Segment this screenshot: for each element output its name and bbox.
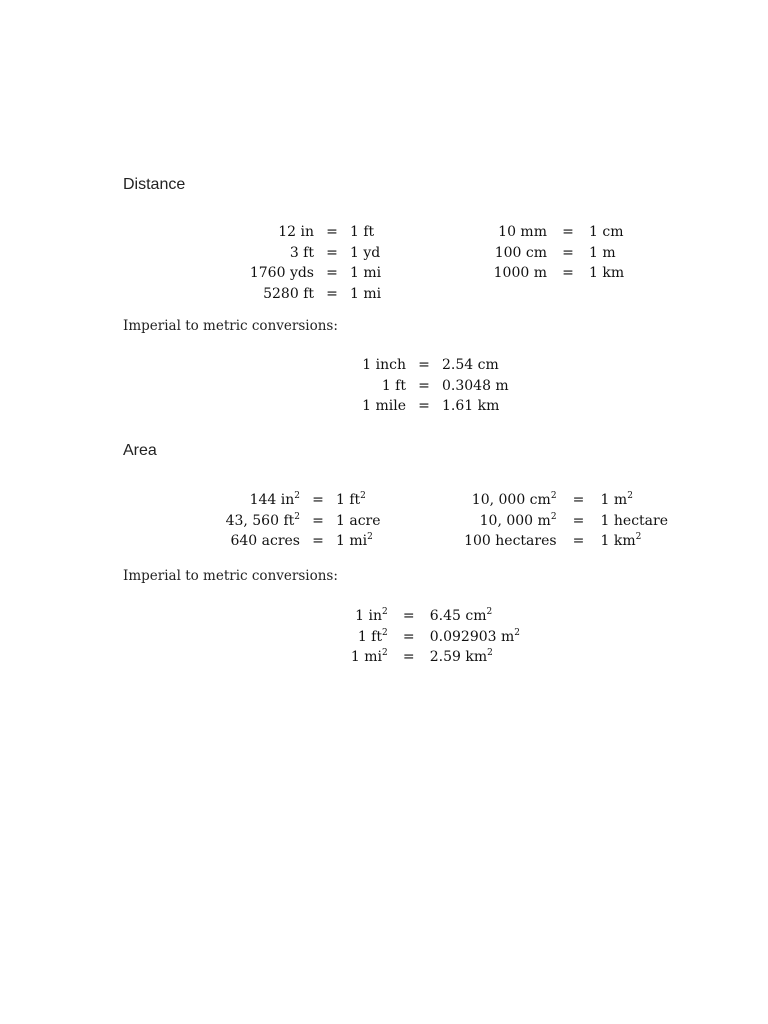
equation-row bbox=[250, 243, 384, 264]
equation-lhs: 100 hectares bbox=[464, 533, 557, 549]
equation-lhs: 5280 ft bbox=[263, 285, 314, 302]
distance-imperial-equations bbox=[250, 222, 384, 304]
equation-rhs: 1 mi bbox=[350, 265, 382, 281]
equation-row bbox=[494, 263, 625, 284]
distance-metric-equations bbox=[494, 222, 625, 284]
equation-row bbox=[362, 376, 525, 397]
equation-rhs: 1 m bbox=[589, 244, 616, 261]
equals-sign: = bbox=[326, 224, 338, 240]
equation-rhs: 0.3048 m bbox=[442, 377, 509, 394]
equation-rhs: 1 hectare bbox=[600, 512, 668, 529]
equation-row bbox=[250, 284, 384, 305]
equation-rhs: 0.092903 $m^2$ bbox=[429, 627, 520, 645]
equation-lhs: 1 ft bbox=[381, 377, 406, 394]
equation-rhs: 1 cm bbox=[589, 224, 624, 240]
equation-lhs: 1 mile bbox=[362, 398, 406, 414]
equals-sign: = bbox=[572, 492, 585, 508]
equation-rhs: 1 acre bbox=[336, 512, 381, 529]
equation-rhs: 2.59 $km^2$ bbox=[429, 648, 493, 665]
equals-sign: = bbox=[312, 533, 324, 549]
area-imperial-equations bbox=[226, 490, 382, 552]
equation-row bbox=[351, 606, 520, 627]
equation-row bbox=[226, 531, 382, 552]
equation-rhs: 1 $km^2$ bbox=[600, 532, 642, 549]
equals-sign: = bbox=[402, 608, 415, 624]
distance-heading: Distance bbox=[123, 176, 186, 193]
area-conversion-label: Imperial to metric conversions: bbox=[123, 568, 338, 584]
equals-sign: = bbox=[572, 533, 585, 549]
equals-sign: = bbox=[562, 265, 574, 281]
equals-sign: = bbox=[562, 224, 574, 240]
equation-lhs: 1 $mi^2$ bbox=[350, 648, 388, 665]
equals-sign: = bbox=[312, 512, 324, 529]
distance-conversion-equations bbox=[362, 355, 525, 417]
equation-rhs: 1 $ft^2$ bbox=[336, 491, 366, 508]
equation-rhs: 6.45 $cm^2$ bbox=[429, 607, 493, 624]
equation-lhs: 1 $in^2$ bbox=[355, 607, 388, 624]
equation-row bbox=[494, 222, 625, 243]
area-heading: Area bbox=[123, 442, 157, 459]
equation-lhs: 10, 000 $cm^2$ bbox=[471, 491, 557, 508]
equation-lhs: 10, 000 $m^2$ bbox=[479, 511, 557, 529]
equation-row bbox=[351, 627, 520, 648]
equals-sign: = bbox=[402, 628, 415, 645]
equation-rhs: 1 yd bbox=[350, 244, 381, 261]
equals-sign: = bbox=[326, 285, 338, 302]
equation-row bbox=[464, 531, 668, 552]
equation-lhs: 640 acres bbox=[230, 533, 300, 549]
equation-lhs: 144 $in^2$ bbox=[249, 491, 300, 508]
equals-sign: = bbox=[402, 649, 415, 665]
equation-rhs: 1 ft bbox=[350, 224, 375, 240]
equation-lhs: 3 ft bbox=[289, 244, 314, 261]
equation-row bbox=[494, 243, 625, 264]
equation-rhs: 1 mi bbox=[350, 285, 382, 302]
equals-sign: = bbox=[326, 244, 338, 261]
equation-rhs: 1 km bbox=[589, 265, 625, 281]
equals-sign: = bbox=[312, 492, 324, 508]
equation-row bbox=[351, 647, 520, 668]
equation-lhs: 1000 m bbox=[493, 265, 547, 281]
equals-sign: = bbox=[562, 244, 574, 261]
equals-sign: = bbox=[326, 265, 338, 281]
equation-lhs: 43, 560 $ft^2$ bbox=[225, 511, 300, 529]
equation-lhs: 12 in bbox=[278, 224, 314, 240]
equation-lhs: 100 cm bbox=[494, 244, 547, 261]
equation-lhs: 1 $ft^2$ bbox=[357, 627, 388, 645]
equation-row bbox=[362, 396, 525, 417]
equation-rhs: 2.54 cm bbox=[442, 357, 499, 373]
equation-lhs: 1 inch bbox=[362, 357, 406, 373]
distance-conversion-label: Imperial to metric conversions: bbox=[123, 318, 338, 334]
area-conversion-equations bbox=[351, 606, 520, 668]
equation-rhs: 1 $m^2$ bbox=[600, 491, 633, 508]
equation-row bbox=[464, 490, 668, 511]
equals-sign: = bbox=[418, 377, 430, 394]
equation-rhs: 1.61 km bbox=[442, 398, 500, 414]
equation-row bbox=[250, 263, 384, 284]
equation-lhs: 10 mm bbox=[498, 224, 547, 240]
equals-sign: = bbox=[572, 512, 585, 529]
equals-sign: = bbox=[418, 357, 430, 373]
equation-row bbox=[464, 511, 668, 532]
equals-sign: = bbox=[418, 398, 430, 414]
area-metric-equations bbox=[464, 490, 668, 552]
equation-row bbox=[226, 490, 382, 511]
equation-lhs: 1760 yds bbox=[249, 265, 314, 281]
equation-row bbox=[250, 222, 384, 243]
equation-rhs: 1 $mi^2$ bbox=[336, 532, 373, 549]
equation-row bbox=[362, 355, 525, 376]
equation-row bbox=[226, 511, 382, 532]
